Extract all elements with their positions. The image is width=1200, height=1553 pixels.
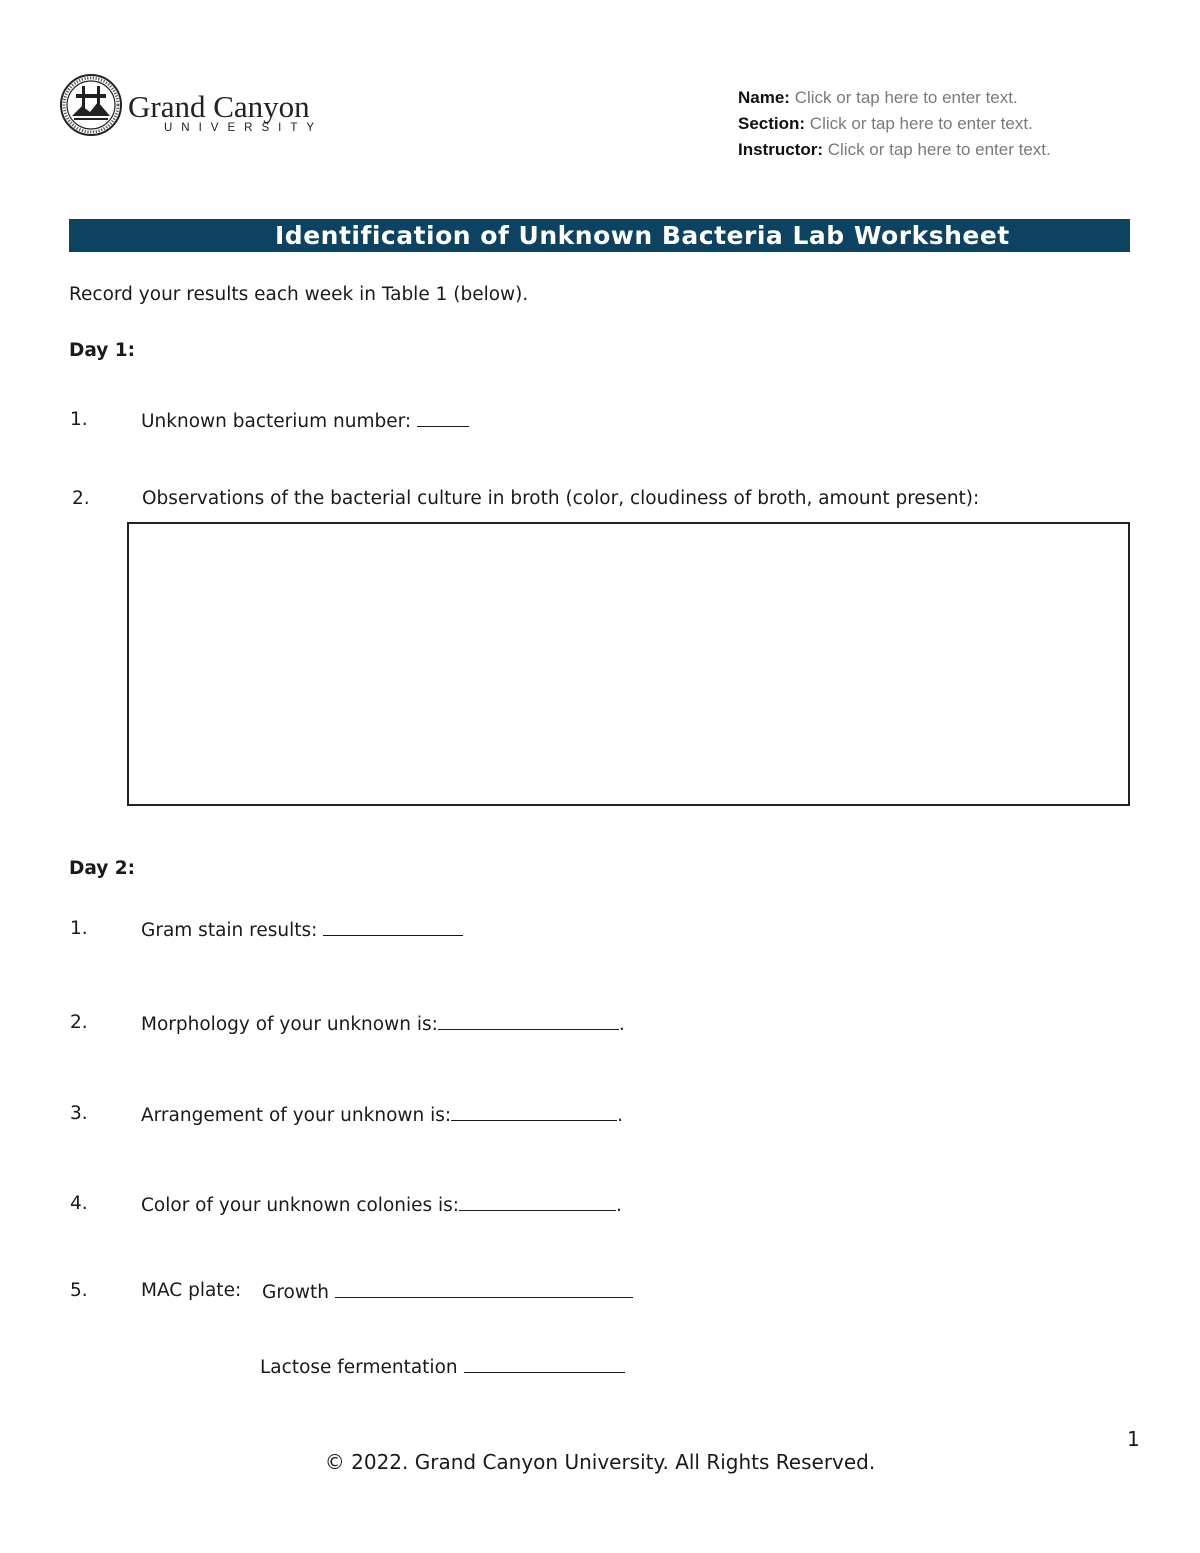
logo-subtitle: UNIVERSITY xyxy=(164,122,324,134)
item-label: Unknown bacterium number: xyxy=(141,411,418,432)
day2-item-mac-plate-label: MAC plate: xyxy=(141,1280,242,1301)
day2-item-number: 3. xyxy=(70,1103,88,1124)
day2-item-number: 1. xyxy=(70,918,88,939)
name-field xyxy=(738,85,1051,111)
intro-text: Record your results each week in Table 1 (below). xyxy=(69,284,529,305)
section-label: Section: xyxy=(738,114,806,133)
page-number: 1 xyxy=(1127,1427,1140,1451)
instructor-label: Instructor: xyxy=(738,140,823,159)
university-seal-logo xyxy=(60,72,340,138)
day2-item-colony-color xyxy=(141,1193,622,1216)
student-info-fields xyxy=(738,85,1051,163)
logo-wordmark: Grand Canyon xyxy=(128,89,310,124)
morphology-blank[interactable] xyxy=(438,1012,619,1030)
gram-stain-blank[interactable] xyxy=(323,918,463,936)
day2-item-gram-stain xyxy=(141,918,463,941)
day1-item-observations: Observations of the bacterial culture in broth (color, cloudiness of broth, amount present): xyxy=(142,488,980,509)
name-input[interactable]: Click or tap here to enter text. xyxy=(794,88,1018,107)
colony-color-blank[interactable] xyxy=(459,1193,616,1211)
name-label: Name: xyxy=(738,88,790,107)
day2-item-arrangement xyxy=(141,1103,623,1126)
mac-lactose-row xyxy=(260,1355,625,1378)
item-label: Gram stain results: xyxy=(141,920,324,941)
day2-item-number: 5. xyxy=(70,1280,88,1301)
day1-heading: Day 1: xyxy=(69,340,136,361)
item-end: . xyxy=(618,1014,625,1035)
mac-growth-row xyxy=(262,1280,633,1303)
instructor-input[interactable]: Click or tap here to enter text. xyxy=(827,140,1051,159)
day2-item-number: 2. xyxy=(70,1012,88,1033)
unknown-number-blank[interactable] xyxy=(417,409,469,427)
item-end: . xyxy=(617,1105,624,1126)
growth-label: Growth xyxy=(262,1282,335,1303)
section-input[interactable]: Click or tap here to enter text. xyxy=(809,114,1033,133)
lactose-blank[interactable] xyxy=(464,1355,625,1373)
day2-item-morphology xyxy=(141,1012,625,1035)
university-logo xyxy=(60,72,340,138)
lactose-label: Lactose fermentation xyxy=(260,1357,464,1378)
arrangement-blank[interactable] xyxy=(451,1103,617,1121)
section-field xyxy=(738,111,1051,137)
day2-item-number: 4. xyxy=(70,1193,88,1214)
day1-item-number: 1. xyxy=(70,409,88,430)
copyright-footer: © 2022. Grand Canyon University. All Rights Reserved. xyxy=(324,1450,876,1474)
day1-item-number: 2. xyxy=(72,488,90,509)
item-label: Arrangement of your unknown is: xyxy=(141,1105,452,1126)
worksheet-title: Identification of Unknown Bacteria Lab Worksheet xyxy=(69,219,1130,252)
item-end: . xyxy=(616,1195,622,1216)
growth-blank[interactable] xyxy=(335,1280,633,1298)
observations-text-box[interactable] xyxy=(127,522,1130,806)
item-label: Morphology of your unknown is: xyxy=(141,1014,438,1035)
day2-heading: Day 2: xyxy=(69,858,136,879)
item-label: Color of your unknown colonies is: xyxy=(141,1195,460,1216)
day1-item-unknown-number xyxy=(141,409,469,432)
instructor-field xyxy=(738,137,1051,163)
